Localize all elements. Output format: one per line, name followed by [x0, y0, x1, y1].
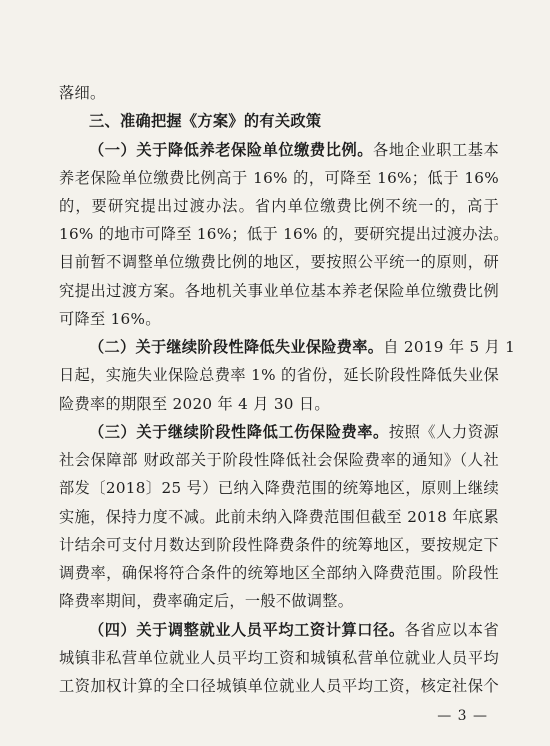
- line-text: 究提出过渡方案。各地机关事业单位基本养老保险单位缴费比例: [59, 281, 499, 300]
- line-4: [59, 192, 499, 220]
- line-6: [59, 248, 499, 276]
- line-14: [59, 474, 499, 502]
- line-19: [89, 616, 499, 644]
- line-text: 险费率的期限至 2020 年 4 月 30 日。: [59, 394, 330, 413]
- line-5: [59, 220, 509, 248]
- paragraph-heading-3: （三）关于继续阶段性降低工伤保险费率。: [89, 422, 389, 441]
- line-0: [59, 79, 499, 107]
- line-text: 工资加权计算的全口径城镇单位就业人员平均工资，核定社保个: [59, 677, 499, 695]
- paragraph-heading-4: （四）关于调整就业人员平均工资计算口径。: [89, 620, 405, 639]
- page-number: — 3 —: [437, 708, 488, 724]
- line-18: [59, 587, 499, 615]
- line-10: [59, 361, 499, 389]
- line-20: [59, 644, 499, 672]
- line-8: [59, 305, 499, 333]
- line-text: 各省应以本省: [404, 620, 499, 639]
- line-text: 16% 的地市可降至 16%；低于 16% 的，要研究提出过渡办法。: [59, 225, 509, 244]
- line-text: 可降至 16%。: [59, 309, 161, 328]
- line-13: [59, 446, 499, 474]
- paragraph-heading-1: （一）关于降低养老保险单位缴费比例。: [89, 140, 374, 159]
- line-text: 部发〔2018〕25 号）已纳入降费范围的统筹地区，原则上继续: [59, 479, 499, 498]
- line-text: 自 2019 年 5 月 1: [383, 338, 516, 357]
- line-15: [59, 503, 499, 531]
- line-text: 实施，保持力度不减。此前未纳入降费范围但截至 2018 年底累: [59, 507, 499, 526]
- line-text: 按照《人力资源: [388, 422, 499, 441]
- line-11: [59, 390, 499, 418]
- line-text: 计结余可支付月数达到阶段性降费条件的统筹地区，要按规定下: [59, 535, 499, 554]
- line-text: 落细。: [59, 84, 106, 102]
- section-heading-text: 三、准确把握《方案》的有关政策: [89, 112, 322, 131]
- line-text: 养老保险单位缴费比例高于 16% 的，可降至 16%；低于 16%: [59, 168, 499, 187]
- line-2: [89, 136, 499, 164]
- line-text: 调费率，确保将符合条件的统筹地区全部纳入降费范围。阶段性: [59, 564, 499, 582]
- line-16: [59, 531, 499, 559]
- line-text: 日起，实施失业保险总费率 1% 的省份，延长阶段性降低失业保: [59, 366, 499, 385]
- line-21: [59, 672, 499, 700]
- line-12: [89, 418, 499, 446]
- line-text: 城镇非私营单位就业人员平均工资和城镇私营单位就业人员平均: [59, 648, 499, 667]
- line-7: [59, 277, 499, 305]
- line-17: [59, 559, 499, 587]
- line-text: 目前暂不调整单位缴费比例的地区，要按照公平统一的原则，研: [59, 253, 499, 272]
- line-text: 的，要研究提出过渡办法。省内单位缴费比例不统一的，高于: [59, 197, 499, 215]
- section-heading: [89, 107, 499, 135]
- line-text: 各地企业职工基本: [373, 140, 499, 159]
- line-text: 降费率期间，费率确定后，一般不做调整。: [59, 592, 354, 611]
- line-3: [59, 164, 499, 192]
- paragraph-heading-2: （二）关于继续阶段性降低失业保险费率。: [89, 338, 384, 357]
- line-9: [89, 333, 516, 361]
- line-text: 社会保障部 财政部关于阶段性降低社会保险费率的通知》（人社: [59, 451, 499, 470]
